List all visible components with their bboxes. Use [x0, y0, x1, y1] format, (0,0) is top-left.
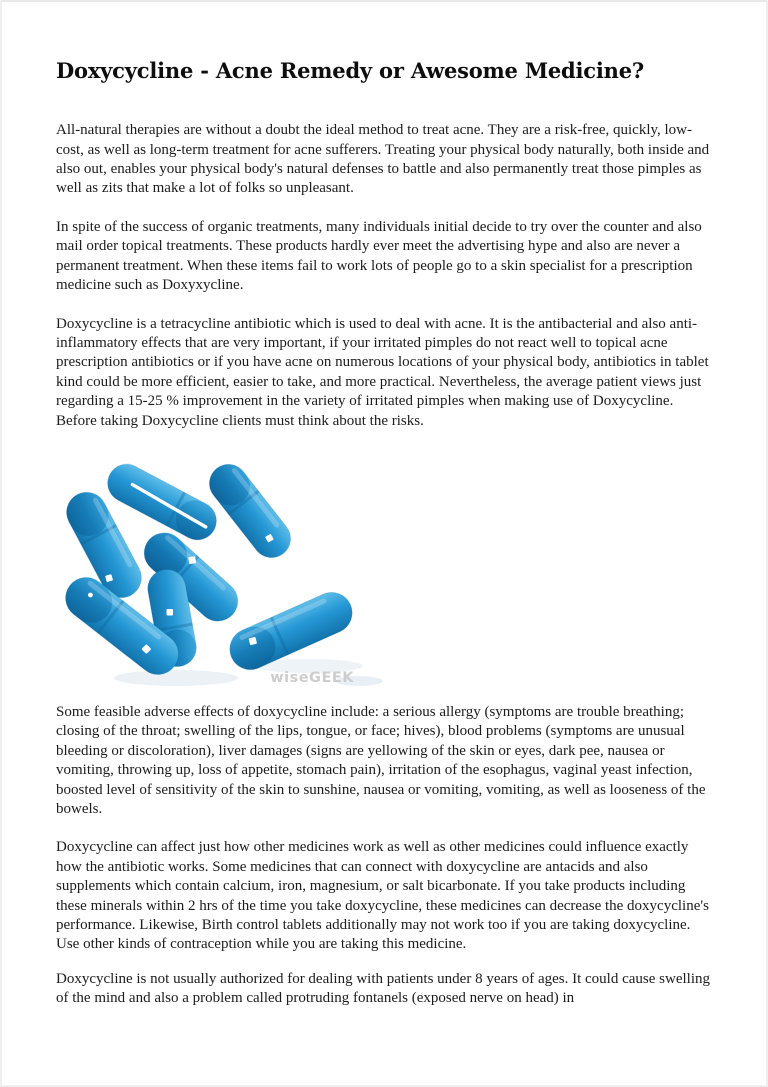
- paragraph-organic-treatments: In spite of the success of organic treatments, many individuals initial decide to try over the counter and also mail order topical treatments. These products hardly ever meet the advertising hype and also are never a permanent treatment. When these items fail to work lots of people go to a skin specialist for a prescription medicine such as Doxyxycline.: [56, 218, 702, 294]
- wisegeek-watermark: wiseGEEK: [270, 669, 354, 686]
- paragraph-children-warning: Doxycycline is not usually authorized for dealing with patients under 8 years of ages. It could cause swelling of the mind and also a problem called protruding fontanels (exposed nerve on head) in: [56, 970, 710, 1007]
- article-content: [2, 58, 766, 1009]
- blue-capsules-photo: [56, 445, 418, 695]
- paragraph-tetracycline-antibiotic: Doxycycline is a tetracycline antibiotic which is used to deal with acne. It is the antibacterial and also anti-inflammatory effects that are very important, if your irritated pimples do not react well to topical acne prescription antibiotics or if you have acne on numerous locations of your physical body, antibiotics in tablet kind could be more efficient, easier to take, and more practical. Nevertheless, the average patient views just regarding a 15-25 % improvement in the variety of irritated pimples when making use of Doxycycline. Before taking Doxycycline clients must think about the risks.: [56, 315, 709, 429]
- paragraph-drug-interactions: Doxycycline can affect just how other medicines work as well as other medicines could influence exactly how the antibiotic works. Some medicines that can connect with doxycycline are antacids and also supplements which contain calcium, iron, magnesium, or salt bicarbonate. If you take products including these minerals within 2 hrs of the time you take doxycycline, these medicines can decrease the doxycycline's performance. Likewise, Birth control tablets additionally may not work too if you are taking doxycycline. Use other kinds of contraception while you are taking this medicine.: [56, 839, 709, 953]
- capsule-shape: [202, 457, 298, 566]
- page-title: Doxycycline - Acne Remedy or Awesome Medicine?: [56, 58, 644, 83]
- paragraph-adverse-effects: Some feasible adverse effects of doxycycline include: a serious allergy (symptoms are trouble breathing; closing of the throat; swelling of the lips, tongue, or face; hives), blood problems (symptoms are unusual bleeding or discoloration), liver damages (signs are yellowing of the skin or eyes, dark pee, nausea or vomiting, throwing up, loss of appetite, stomach pain), irritation of the esophagus, vaginal yeast infection, boosted level of sensitivity of the skin to sunshine, nausea or vomiting, vomiting, as well as looseness of the bowels.: [56, 703, 706, 817]
- paragraph-natural-therapies: All-natural therapies are without a doubt the ideal method to treat acne. They are a risk-free, quickly, low-cost, as well as long-term treatment for acne sufferers. Treating your physical body naturally, both inside and also out, enables your physical body's natural defenses to battle and also permanently treat those pimples as well as zits that make a lot of folks so unpleasant.: [56, 122, 710, 197]
- blue-capsules-image: [56, 445, 418, 695]
